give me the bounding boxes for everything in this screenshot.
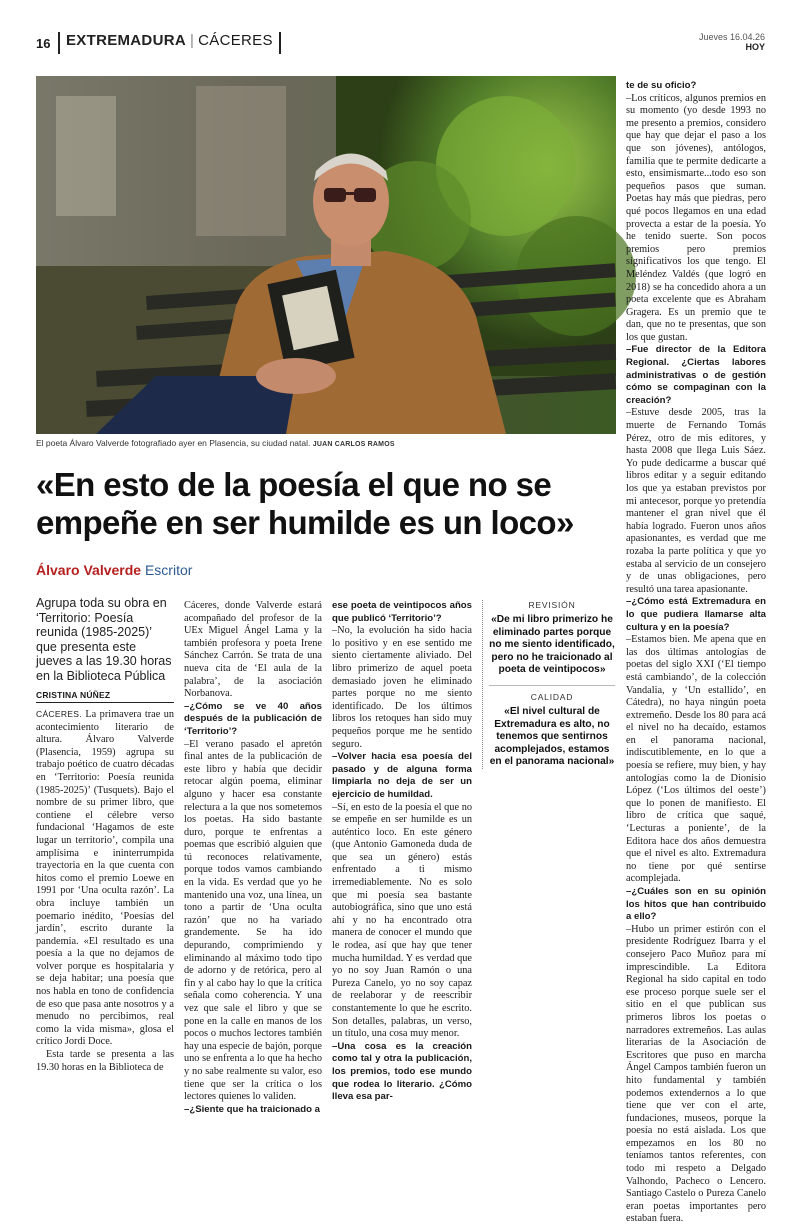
page-header <box>36 32 765 58</box>
interview-question: –¿Cuáles son en su opinión los hitos que han contribuido a ello? <box>626 886 766 923</box>
date-text: Jueves 16.04.26 <box>698 32 765 42</box>
body-paragraph: –Hubo un primer estirón con el presidente Rodríguez Ibarra y el consejero Paco Muñoz para mí imprescindible. La Editora Regional ha sido capital en todo ese proceso porque suele ser el sitio en el que publican sus primeros libros los poetas o narradores extremeños. Las aulas literarias de la Asociación de Escritores que puso en marcha Ángel Campos también fueron un hito fundamental y también podemos extendernos a lo que tiene que ver con el arte, fundaciones, museos, porque la poesía no está aislada. Los que empezamos en los 80 no teníamos tantos referentes, con todo mi respeto a Delgado Valhondo, Pacheco o Lencero. Santiago Castelo o Pureza Canelo eran poetas importantes pero estaban fuera. <box>626 923 766 1225</box>
interview-question: –Fue director de la Editora Regional. ¿Ciertas labores administrativas o de gestión cómo se compaginan con la creación? <box>626 344 766 406</box>
caption-text: El poeta Álvaro Valverde fotografiado ayer en Plasencia, su ciudad natal. <box>36 438 311 448</box>
quote-label-revision: REVISIÓN <box>528 600 576 610</box>
photo-caption <box>36 438 616 448</box>
text-column-1 <box>36 708 174 1074</box>
subsection-name: CÁCERES <box>198 32 273 49</box>
interview-question: –¿Cómo se ve 40 años después de la publicación de ‘Territorio’? <box>184 700 322 737</box>
article-photo <box>36 76 616 434</box>
interview-question: –Una cosa es la creación como tal y otra la publicación, los premios, todo ese mundo que rodea lo literario. ¿Cómo lleva esa par- <box>332 1040 472 1103</box>
poet-on-bench-photo <box>36 76 616 434</box>
byline <box>36 562 192 578</box>
body-paragraph: Esta tarde se presenta a las 19.30 horas en la Biblioteca de <box>36 1049 174 1073</box>
quote-label-quality: CALIDAD <box>530 691 574 702</box>
interview-question: –Volver hacia esa poesía del pasado y de alguna forma limpiarla no deja de ser un ejercicio de humildad. <box>332 751 472 800</box>
interview-question: te de su oficio? <box>626 80 697 91</box>
intro-summary: Agrupa toda su obra en ‘Territorio: Poesía reunida (1985-2025)’ que presenta este jueves a las 19.30 horas en la Biblioteca Pública <box>36 596 172 683</box>
interview-question: ese poeta de veintipocos años que publicó ‘Territorio’? <box>332 600 472 624</box>
body-paragraph: –Sí, en esto de la poesía el que no se empeñe en ser humilde es un auténtico loco. En este género (que Antonio Gamoneda duda de que sea un género) estás enfrentado a ti mismo irremediablemente. No es solo que mi poesía sea bastante autobiográfica, sino que uno está ahí y no ha encontrado otra manera de conocer el mundo que le rodea, así que hay que tener mucha humildad. Y es verdad que yo no soy Juan Ramón o una Pureza Canelo, yo no soy capaz de reelaborar y de reescribir constantemente lo que he escrito. Son detalles, palabras, un verso, un título, una cosa muy menor. <box>332 801 472 1040</box>
page-number: 16 <box>36 36 51 51</box>
body-paragraph: Cáceres, donde Valverde estará acompañado del profesor de la UEx Miguel Ángel Lama y la también profesora y poeta Irene Sánchez Carrón. Se trata de una nueva cita de ‘El aula de la palabra’, de la asociación Norbanova. <box>184 600 322 700</box>
pull-quote-2: «El nivel cultural de Extremadura es alto, no tenemos que sentirnos acomplejados, estamos en el panorama nacional» <box>489 705 615 768</box>
interviewee-name: Álvaro Valverde <box>36 562 142 578</box>
pull-quote-1: «De mi libro primerizo he eliminado partes porque no me siento identificado, pero no he traicionado al poeta de veintipocos» <box>489 614 615 676</box>
body-paragraph: –No, la evolución ha sido hacia lo positivo y en ese sentido me siento ciertamente aliviado. Del libro primerizo de aquel poeta demasiado joven he eliminado partes porque no me siento identificado. De los últimos libros los retoques han sido muy pequeños porque me he sentido seguro. <box>332 625 472 750</box>
publication-name: HOY <box>745 42 765 52</box>
headline: «En esto de la poesía el que no se empeñe en ser humilde es un loco» <box>36 466 574 541</box>
body-paragraph: –Estuve desde 2005, tras la muerte de Fernando Tomás Pérez, otro de mis editores, y hasta 2008 que llega Luis Sáez. Yo pude dedicarme a buscar qué libros editar y a seguir editando los que ya estaban previstos por mi antecesor, porque yo pretendía mantener el gran nivel que él había logrado. Fueron unos años apasionantes, es verdad que me rozaba la parte política y que yo estaba al servicio de un consejero y de unas obligaciones, pero resultó una tarea apasionante. <box>626 407 766 595</box>
text-column-4 <box>626 80 766 1226</box>
issue-date <box>699 32 765 52</box>
body-paragraph: –Los críticos, algunos premios en su momento (yo desde 1993 no me presento a premios, considero que hay que dejar el paso a los que son jóvenes), antólogos, familia que te permite dedicarte a esto, ensimismarte...todo eso son pequeños pasos que suman. Poetas hay más que piedras, pero qué pocos llegamos en una edad provecta a estar de la poesía. Yo he tenido suerte. Son pocos premios pero premios significativos los que tengo. El Meléndez Valdés (que logró en 2018) se ha concedido ahora a un poeta excelente que es Abraham Gragera. Es un premio que te dan, que no te presentas, que son los que gustan. <box>626 92 766 343</box>
section-name: EXTREMADURA <box>66 32 186 49</box>
text-column-3 <box>332 600 472 1104</box>
interview-question: –¿Cómo está Extremadura en lo que pudiera llamarse alta cultura y en la poesía? <box>626 596 766 633</box>
dateline: CÁCERES. <box>36 709 86 719</box>
text-column-2 <box>184 600 322 1116</box>
photo-credit: JUAN CARLOS RAMOS <box>312 441 395 448</box>
body-paragraph: CÁCERES. La primavera trae un acontecimiento literario de altura. Álvaro Valverde (Plasencia, 1959) agrupa su trabajo poético de cuatro décadas en ‘Territorio: Poesía reunida (1985-2025)’ (Tusquets). Bajo el nombre de su primer libro, que contiene el célebre verso fundacional ‘Hagamos de este lugar un territorio’, compila una amplísima e ininterrumpida trayectoria en la que cuenta con hitos como el premio Loewe en 1991 por ‘Una oculta razón’. La obra incluye también un poemario inédito, ‘Poesías del jardín’, escrito durante la pandemia. «El resultado es una poesía a la que no dejamos de volver porque es hospitalaria y se deja habitar; una poesía que nos habla en tono de confidencia de eso que pasa ante nosotros y a menudo no percibimos, real como la vida misma», glosa el crítico Jordi Doce. <box>36 709 174 1048</box>
body-paragraph: –Estamos bien. Me apena que en las dos últimas antologías de poetas del siglo XXI (‘El tiempo está cambiando’, de la colección Vandalia, y ‘Un estallido’, en Cátedra), no haya ningún poeta extremeño. Desde los 80 para acá el nivel no ha decaído, estamos en el panorama nacional, indiscutiblemente, en lo que a poesía se refiere, muy bien, y hay antologías como la de Dionisio López (‘Los últimos del oeste’) que lo ponen de manifiesto. El libro de crítica que saqué, ‘Lecturas a poniente’, de la Editora hace dos años demuestra que el nivel es alto. Extremadura no tiene por qué sentirse acomplejada. <box>626 634 766 885</box>
body-paragraph: –El verano pasado el apretón final antes de la publicación de este libro y había que decidir retocar algún poema, eliminar alguno y hacer esa constante relectura a la que nos sometemos los poetas. Ha sido bastante duro, porque te enfrentas a poemas que escribió alguien que tú reconoces relativamente, porque todos vamos cambiando en la vida. Es verdad que yo he mantenido una voz, una línea, un tono a partir de ‘Una oculta razón’ que no ha variado grandemente. Se ha ido depurando, comprimiendo y eliminando al máximo todo tipo de adorno y de retórica, pero al fin y al cabo hay lo que la crítica señala como coherencia. Y una vez que sale el libro y que se pone en la calle en manos de los pocos o muchos lectores también hay una especie de bajón, porque uno se enfrenta a lo que ha hecho y no sabe realmente su valor, eso tiene que ser la crítica o los lectores quienes lo validen. <box>184 738 322 1103</box>
interview-question: –¿Siente que ha traicionado a <box>184 1103 320 1115</box>
article-author: CRISTINA NÚÑEZ <box>36 690 174 703</box>
pull-quotes-box <box>482 600 615 769</box>
interviewee-role: Escritor <box>144 562 193 578</box>
section-label: EXTREMADURA | CÁCERES <box>58 32 281 54</box>
quote-divider <box>489 685 615 686</box>
